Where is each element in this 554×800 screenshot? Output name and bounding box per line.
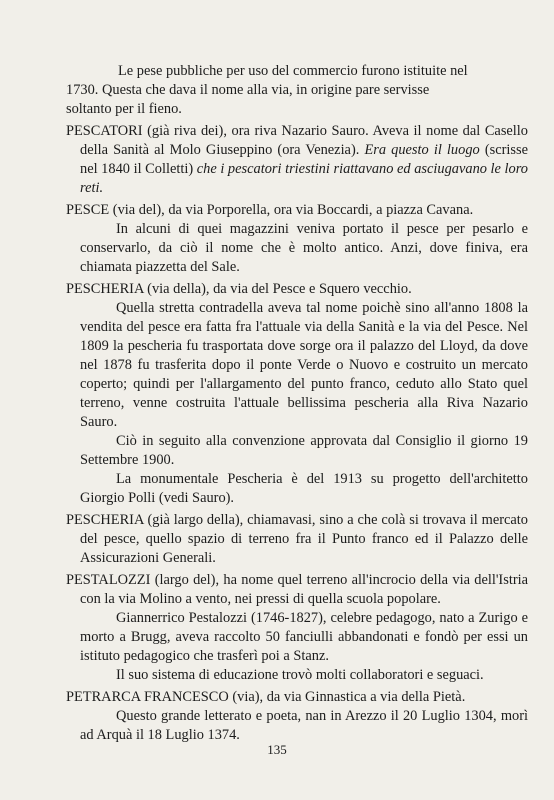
entry-pesce: PESCE (via del), da via Porporella, ora via Boccardi, a piazza Cavana. [66,202,474,218]
intro-paragraph [66,62,528,119]
pescatori-attribution: (scrisse nel 1840 il Colletti) [80,142,528,177]
pestalozzi-bio-paragraph: Giannerrico Pestalozzi (1746-1827), celebre pedagogo, nato a Zurigo e morto a Brugg, aveva raccolto 50 fanciulli abbandonati e fondò per essi un istituto pedagogico che trasferì poi a Stanz. [80,610,528,664]
petrarca-bio-paragraph: Questo grande letterato e poeta, nan in Arezzo il 20 Luglio 1304, morì ad Arquà il 18 Luglio 1374. [80,708,528,743]
intro-line-2: 1730. Questa che dava il nome alla via, in origine pare servisse [66,82,430,98]
entry-pescheria-via: PESCHERIA (via della), da via del Pesce e Squero vecchio. [66,281,412,297]
pestalozzi-system-paragraph: Il suo sistema di educazione trovò molti collaboratori e seguaci. [116,667,484,683]
entry-pestalozzi: PESTALOZZI (largo del), ha nome quel terreno all'incrocio della via dell'Istria con la via Molino a vento, nei pressi di quella scuola popolare. [66,572,528,607]
intro-line-1: Le pese pubbliche per uso del commercio furono istituite nel [118,63,468,79]
intro-line-3: soltanto per il fieno. [66,101,182,117]
pescheria-monument-paragraph: La monumentale Pescheria è del 1913 su progetto dell'architetto Giorgio Polli (vedi Sauro). [80,471,528,506]
pescheria-history-paragraph: Quella stretta contradella aveva tal nome poichè sino all'anno 1808 la vendita del pesce era fatta fra l'attuale via della Sanità e la via del Pesce. Nel 1809 la pescheria fu trasportata dove sorge ora il palazzo del Lloyd, da dove nel 1878 fu trasferita dopo il ponte Verde o Nuovo e costruito un mercato coperto; quindi per l'allargamento del punto franco, ceduto allo Stato quel terreno, venne costruita l'attuale bellissima pescheria alla Riva Nazario Sauro. [80,300,528,430]
pescatori-quote-1: Era questo il luogo [364,142,480,158]
pescatori-text: PESCATORI (già riva dei), ora riva Nazario Sauro. Aveva il nome dal Casello della Sanità al Molo Giuseppino (ora Venezia). [66,123,528,158]
pesce-paragraph: In alcuni di quei magazzini veniva portato il pesce per pesarlo e conservarlo, da ciò il nome che è molto antico. Anzi, dove finiva, era chiamata piazzetta del Sale. [80,221,528,275]
pescatori-quote-2: che i pescatori triestini riattavano ed asciugavano le loro reti. [80,161,529,196]
entry-pescatori [66,122,528,198]
page-number: 135 [267,742,287,757]
entry-petrarca: PETRARCA FRANCESCO (via), da via Ginnastica a via della Pietà. [66,689,466,705]
entry-pescheria-largo: PESCHERIA (già largo della), chiamavasi, sino a che colà si trovava il mercato del pesce, quello spazio di terreno fra il Punto franco ed il Palazzo delle Assicurazioni Generali. [66,512,528,566]
pescheria-convention-paragraph: Ciò in seguito alla convenzione approvata dal Consiglio il giorno 19 Settembre 1900. [80,433,528,468]
